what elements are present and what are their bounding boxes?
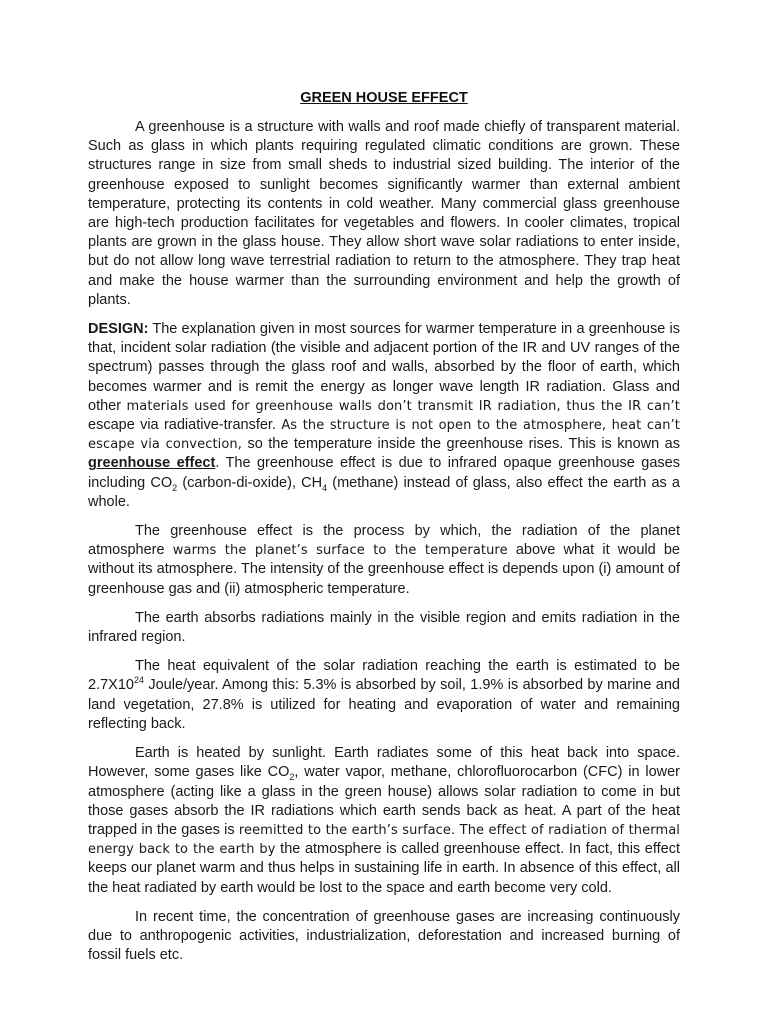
solar-text-b: Joule/year. Among this: 5.3% is absorbed by soil, 1.9% is absorbed by marine and land vegetation, 27.8% is utilized for heating and evaporation of water and remaining reflecting back. xyxy=(88,677,680,732)
design-text-g: (carbon-di-oxide), CH xyxy=(177,474,323,491)
heating-text-b: , water vapor, methane, chlorofluorocarbon (CFC) in lower atmosphere (acting like a glass in the green house) allows solar radiation to come in but those gases absorb the IR radiations which earth sends back as heat. A part of the heat trapped in the gases is xyxy=(88,764,680,838)
design-text-b: materials used for greenhouse walls don’t transmit IR radiation, thus the IR can’t xyxy=(126,398,680,414)
heating-text-a: Earth is heated by sunlight. Earth radiates some of this heat back into space. However, some gases like CO xyxy=(88,745,680,781)
design-text-e: so the temperature inside the greenhouse rises. This is known as xyxy=(241,436,680,453)
page-title: GREEN HOUSE EFFECT xyxy=(300,90,468,106)
process-text-a: The greenhouse effect is the process by which, the radiation of the planet atmosphere xyxy=(88,523,680,559)
heating-paragraph xyxy=(88,744,680,898)
process-paragraph xyxy=(88,522,680,599)
design-text-d: As the structure is not open to the atmosphere, heat can’t escape via convection, xyxy=(88,418,680,453)
co2-subscript-2: 2 xyxy=(289,772,295,783)
absorption-paragraph xyxy=(88,609,680,647)
document-body xyxy=(88,88,680,975)
absorption-text: The earth absorbs radiations mainly in the visible region and emits radiation in the infrared region. xyxy=(88,609,680,646)
co2-subscript: 2 xyxy=(172,482,178,493)
solar-energy-paragraph xyxy=(88,657,680,734)
process-text-c: above what it would be without its atmosphere. The intensity of the greenhouse effect is depends upon (i) amount of greenhouse gas and (ii) atmospheric temperature. xyxy=(88,542,680,597)
design-text-h: (methane) instead of glass, also effect the earth as a whole. xyxy=(88,474,680,510)
design-text-f: . The greenhouse effect is due to infrared opaque greenhouse gases including CO xyxy=(88,455,680,491)
ch4-subscript: 4 xyxy=(322,482,328,493)
recent-text: In recent time, the concentration of greenhouse gases are increasing continuously due to anthropogenic activities, industrialization, deforestation and increased burning of fossil fuels etc. xyxy=(88,908,680,964)
design-label: DESIGN: xyxy=(88,321,149,338)
greenhouse-effect-term: greenhouse effect xyxy=(88,455,216,472)
intro-text: A greenhouse is a structure with walls and roof made chiefly of transparent material. Such as glass in which plants requiring regulated climatic conditions are grown. These structures range in size from small sheds to industrial sized building. The interior of the greenhouse exposed to sunlight becomes significantly warmer than external ambient temperature, protecting its contents in cold weather. Many commercial glass greenhouse are high-tech production facilitates for vegetables and flowers. In cooler climates, tropical plants are grown in the glass house. They allow short wave solar radiations to enter inside, but do not allow long wave terrestrial radiation to return to the atmosphere. They trap heat and make the house warmer than the surrounding environment and help the growth of plants. xyxy=(88,119,680,308)
heating-text-c: reemitted to the earth’s surface. The effect of radiation of thermal energy back to the earth by xyxy=(88,822,680,858)
exponent-superscript: 24 xyxy=(133,675,144,686)
design-text-c: escape via radiative-transfer. xyxy=(88,417,282,434)
intro-paragraph xyxy=(88,118,680,310)
design-paragraph xyxy=(88,320,680,512)
solar-text-a: The heat equivalent of the solar radiation reaching the earth is estimated to be 2.7X10 xyxy=(88,658,680,694)
design-text-a: The explanation given in most sources for warmer temperature in a greenhouse is that, incident solar radiation (the visible and adjacent portion of the IR and UV ranges of the spectrum) passes through the glass roof and walls, absorbed by the floor of earth, which becomes warmer and is remit the energy as longer wave length IR radiation. Glass and other xyxy=(88,321,680,414)
process-text-b: warms the planet’s surface to the temperature xyxy=(172,543,508,559)
heating-text-d: the atmosphere is called greenhouse effect. In fact, this effect keeps our planet warm and thus helps in sustaining life in earth. In absence of this effect, all the heat radiated by earth would be lost to the space and earth become very cold. xyxy=(88,841,681,896)
recent-trend-paragraph xyxy=(88,908,680,966)
